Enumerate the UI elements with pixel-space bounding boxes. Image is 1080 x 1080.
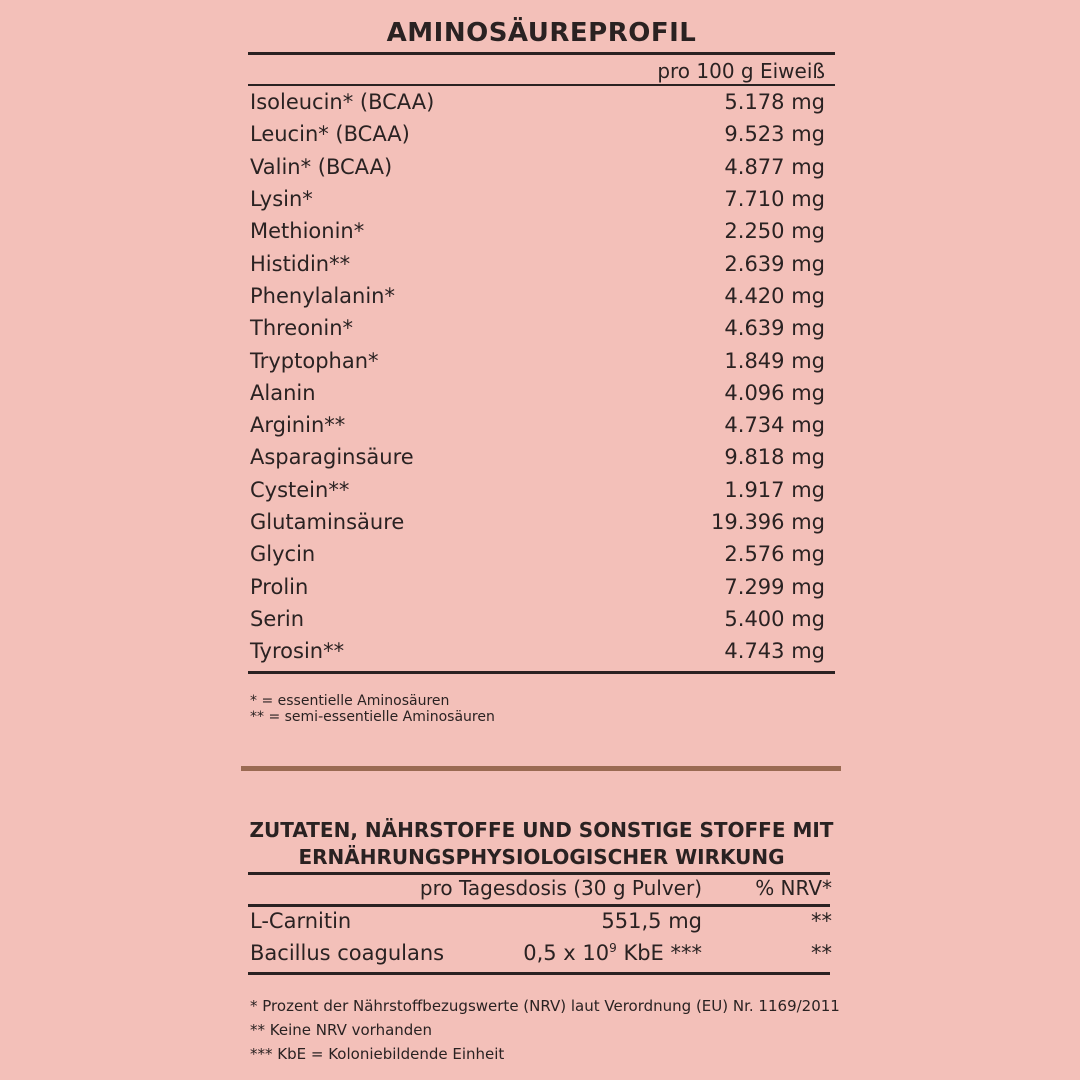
amino-name: Tyrosin** (250, 639, 345, 664)
table-row (250, 441, 825, 473)
ingredient-name: L-Carnitin (250, 909, 352, 933)
section-divider (241, 766, 841, 771)
amino-value: 9.523 mg (724, 122, 825, 147)
amino-column-header: pro 100 g Eiweiß (657, 59, 825, 83)
amino-table (250, 86, 825, 667)
amino-value: 7.710 mg (724, 187, 825, 212)
table-row (250, 280, 825, 312)
table-row (250, 86, 825, 118)
ingredient-dose: 551,5 mg (601, 909, 702, 933)
dose-column-header: pro Tagesdosis (30 g Pulver) (419, 876, 702, 900)
table-row (250, 570, 825, 602)
amino-name: Phenylalanin* (250, 283, 395, 308)
amino-value: 2.639 mg (724, 251, 825, 276)
footnote: ** = semi-essentielle Aminosäuren (250, 709, 495, 725)
amino-value: 1.849 mg (724, 348, 825, 373)
table-row (250, 941, 832, 973)
table-row (250, 538, 825, 570)
amino-value: 9.818 mg (724, 445, 825, 470)
amino-value: 2.576 mg (724, 542, 825, 567)
ingredient-dose (523, 941, 702, 965)
table-row (250, 151, 825, 183)
amino-value: 4.420 mg (724, 283, 825, 308)
amino-name: Asparaginsäure (250, 445, 414, 470)
amino-name: Isoleucin* (BCAA) (250, 90, 435, 115)
table-row (250, 409, 825, 441)
table-row (250, 474, 825, 506)
ingredients-title (248, 817, 835, 871)
table-row (250, 377, 825, 409)
amino-value: 4.743 mg (724, 639, 825, 664)
amino-name: Methionin* (250, 219, 365, 244)
table-row (250, 312, 825, 344)
amino-name: Serin (250, 606, 305, 631)
amino-value: 4.639 mg (724, 316, 825, 341)
amino-name: Leucin* (BCAA) (250, 122, 410, 147)
amino-value: 4.096 mg (724, 380, 825, 405)
dose-exponent: 9 (609, 941, 617, 955)
amino-value: 4.877 mg (724, 154, 825, 179)
amino-value: 19.396 mg (711, 510, 825, 534)
table-row (250, 183, 825, 215)
amino-title: AMINOSÄUREPROFIL (386, 18, 697, 48)
table-row (250, 247, 825, 279)
amino-bottom-rule (248, 671, 835, 674)
amino-name: Prolin (250, 574, 309, 599)
ingredient-nrv: ** (811, 941, 832, 965)
ingredients-header-rule (248, 904, 830, 907)
amino-name: Lysin* (250, 187, 313, 212)
amino-value: 5.178 mg (724, 90, 825, 115)
amino-name: Glycin (250, 542, 316, 567)
ingredient-nrv: ** (811, 909, 832, 933)
amino-name: Tryptophan* (250, 348, 379, 373)
amino-name: Alanin (250, 380, 316, 405)
ingredients-top-rule (248, 872, 830, 875)
table-row (250, 118, 825, 150)
amino-value: 1.917 mg (724, 477, 825, 502)
amino-name: Valin* (BCAA) (250, 154, 393, 179)
amino-name: Cystein** (250, 477, 350, 502)
amino-value: 4.734 mg (724, 413, 825, 438)
table-row (250, 909, 832, 941)
amino-top-rule (248, 52, 835, 55)
table-row (250, 344, 825, 376)
dose-suffix: KbE *** (616, 941, 702, 965)
ingredients-title-line1: ZUTATEN, NÄHRSTOFFE UND SONSTIGE STOFFE MIT (249, 818, 834, 842)
amino-name: Glutaminsäure (250, 510, 405, 534)
nrv-column-header: % NRV* (755, 876, 832, 900)
amino-value: 7.299 mg (724, 574, 825, 599)
table-row (250, 215, 825, 247)
amino-footnotes (250, 693, 495, 725)
table-row (250, 603, 825, 635)
ingredients-footnotes (250, 994, 840, 1066)
table-row (250, 635, 825, 667)
amino-value: 2.250 mg (724, 219, 825, 244)
ingredient-name: Bacillus coagulans (250, 941, 445, 965)
ingredients-bottom-rule (248, 972, 830, 975)
footnote: ** Keine NRV vorhanden (250, 1021, 433, 1039)
amino-name: Threonin* (250, 316, 354, 341)
amino-value: 5.400 mg (724, 606, 825, 631)
footnote: *** KbE = Koloniebildende Einheit (250, 1045, 505, 1063)
amino-name: Arginin** (250, 413, 346, 438)
table-row (250, 506, 825, 538)
ingredients-title-line2: ERNÄHRUNGSPHYSIOLOGISCHER WIRKUNG (298, 845, 785, 869)
amino-name: Histidin** (250, 251, 351, 276)
footnote: * Prozent der Nährstoffbezugswerte (NRV) laut Verordnung (EU) Nr. 1169/2011 (250, 997, 840, 1015)
footnote: * = essentielle Aminosäuren (250, 693, 450, 709)
dose-prefix: 0,5 x 10 (523, 941, 610, 965)
